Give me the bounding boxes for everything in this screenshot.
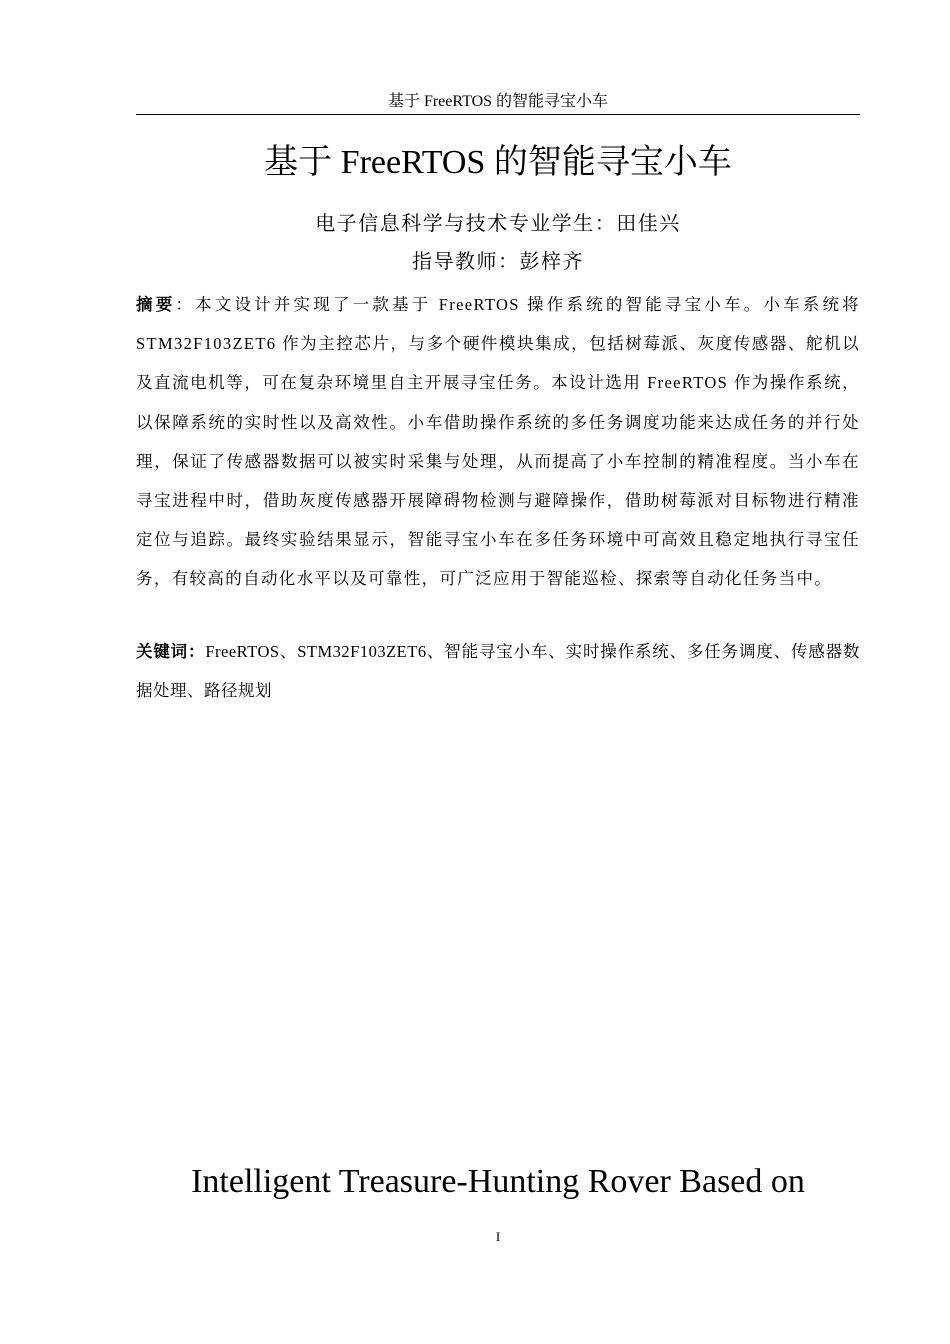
- abstract-text: 本文设计并实现了一款基于 FreeRTOS 操作系统的智能寻宝小车。小车系统将 STM32F103ZET6 作为主控芯片，与多个硬件模块集成，包括树莓派、灰度传感器、舵机以及直流电机等，可在复杂环境里自主开展寻宝任务。本设计选用 FreeRTOS 作为操作系统，以保障系统的实时性以及高效性。小车借助操作系统的多任务调度功能来达成任务的并行处理，保证了传感器数据可以被实时采集与处理，从而提高了小车控制的精准程度。当小车在寻宝进程中时，借助灰度传感器开展障碍物检测与避障操作，借助树莓派对目标物进行精准定位与追踪。最终实验结果显示，智能寻宝小车在多任务环境中可高效且稳定地执行寻宝任务，有较高的自动化水平以及可靠性，可广泛应用于智能巡检、探索等自动化任务当中。: [136, 295, 860, 589]
- abstract-paragraph: [136, 285, 860, 599]
- paper-title-zh: 基于 FreeRTOS 的智能寻宝小车: [264, 144, 732, 181]
- page-number: I: [495, 1229, 501, 1244]
- running-header: [136, 90, 860, 115]
- running-header-title: 基于 FreeRTOS 的智能寻宝小车: [387, 93, 609, 110]
- keywords-paragraph: [136, 632, 860, 710]
- abstract-separator: ：: [175, 295, 196, 314]
- advisor-line: 指导教师：彭梓齐: [412, 251, 584, 273]
- abstract-label: 摘要: [136, 295, 176, 314]
- paper-title-en: Intelligent Treasure-Hunting Rover Based on: [191, 1163, 805, 1200]
- keywords-label: 关键词：: [136, 642, 206, 661]
- author-line: 电子信息科学与技术专业学生：田佳兴: [315, 213, 681, 235]
- keywords-text: FreeRTOS、STM32F103ZET6、智能寻宝小车、实时操作系统、多任务调度、传感器数据处理、路径规划: [136, 642, 861, 700]
